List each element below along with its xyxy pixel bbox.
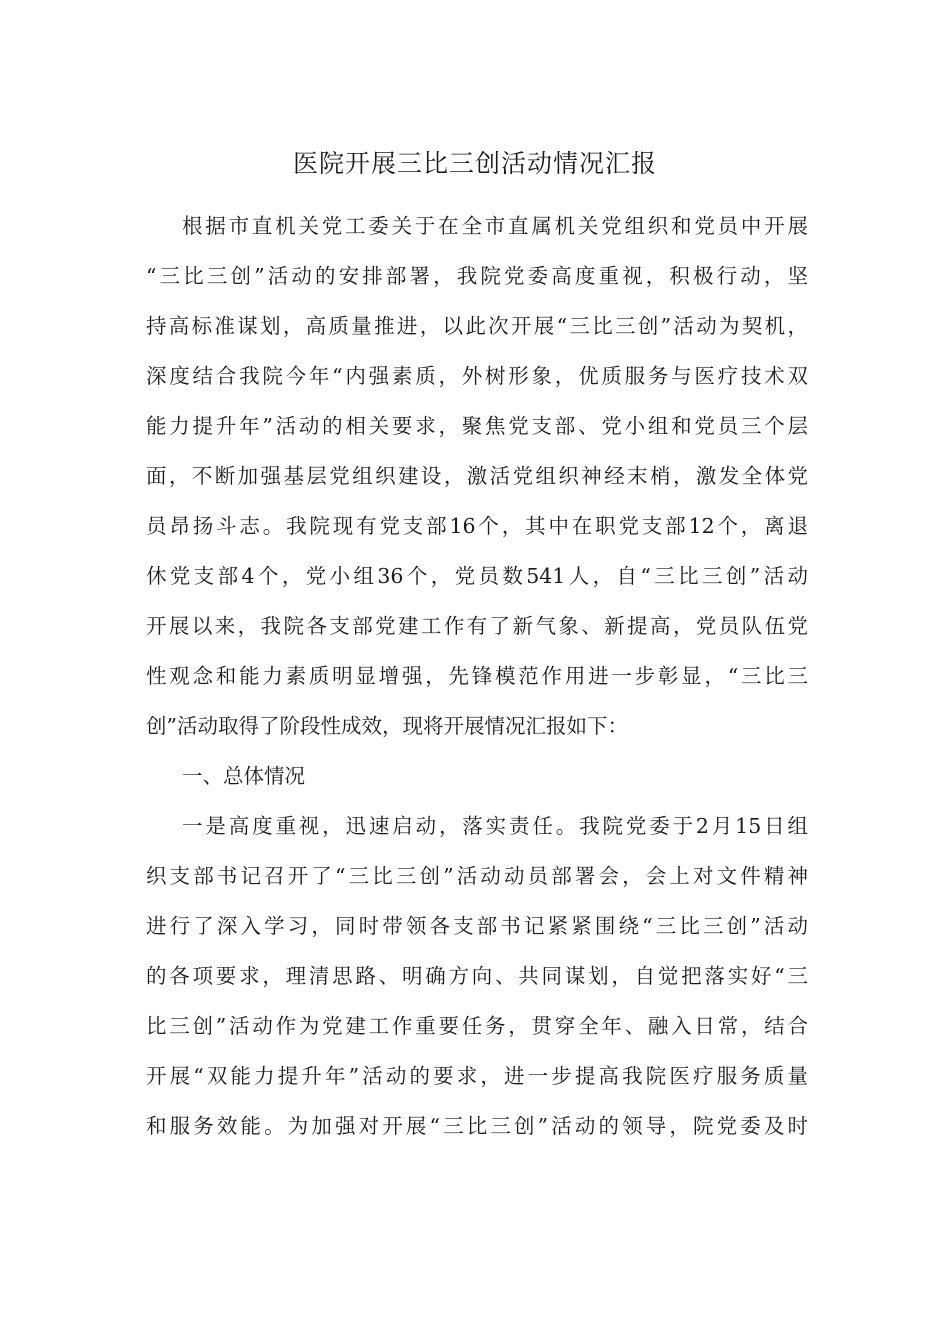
paragraph-1-line-2: “三比三创”活动的安排部署，我院党委高度重视，积极行动，坚 [146, 264, 808, 288]
paragraph-1-line-1: 根据市直机关党工委关于在全市直属机关党组织和党员中开展 [182, 214, 808, 238]
paragraph-1-line-9: 开展以来，我院各支部党建工作有了新气象、新提高，党员队伍党 [146, 614, 808, 638]
paragraph-2-line-5: 比三创”活动作为党建工作重要任务，贯穿全年、融入日常，结合 [146, 1014, 808, 1038]
paragraph-1-line-5: 能力提升年”活动的相关要求，聚焦党支部、党小组和党员三个层 [146, 414, 808, 438]
paragraph-2-line-6: 开展“双能力提升年”活动的要求，进一步提高我院医疗服务质量 [146, 1064, 808, 1088]
document-title: 医院开展三比三创活动情况汇报 [292, 149, 657, 178]
paragraph-2-line-7: 和服务效能。为加强对开展“三比三创”活动的领导，院党委及时 [146, 1114, 808, 1138]
paragraph-1-line-10: 性观念和能力素质明显增强，先锋模范作用进一步彰显，“三比三 [146, 664, 808, 688]
paragraph-1-line-8: 休党支部4个，党小组36个，党员数541人，自“三比三创”活动 [146, 564, 808, 588]
paragraph-1-line-4: 深度结合我院今年“内强素质，外树形象，优质服务与医疗技术双 [146, 364, 808, 388]
paragraph-2-line-2: 织支部书记召开了“三比三创”活动动员部署会，会上对文件精神 [146, 864, 808, 888]
paragraph-1-line-11: 创”活动取得了阶段性成效，现将开展情况汇报如下： [146, 714, 628, 738]
section-heading: 一、总体情况 [182, 764, 305, 788]
paragraph-2-line-3: 进行了深入学习，同时带领各支部书记紧紧围绕“三比三创”活动 [146, 914, 808, 938]
paragraph-2-line-1: 一是高度重视，迅速启动，落实责任。我院党委于2月15日组 [182, 814, 808, 838]
paragraph-1-line-3: 持高标准谋划，高质量推进，以此次开展“三比三创”活动为契机， [146, 314, 808, 338]
paragraph-1-line-7: 员昂扬斗志。我院现有党支部16个，其中在职党支部12个，离退 [146, 514, 808, 538]
paragraph-1-line-6: 面，不断加强基层党组织建设，激活党组织神经末梢，激发全体党 [146, 464, 808, 488]
paragraph-2-line-4: 的各项要求，理清思路、明确方向、共同谋划，自觉把落实好“三 [146, 964, 808, 988]
